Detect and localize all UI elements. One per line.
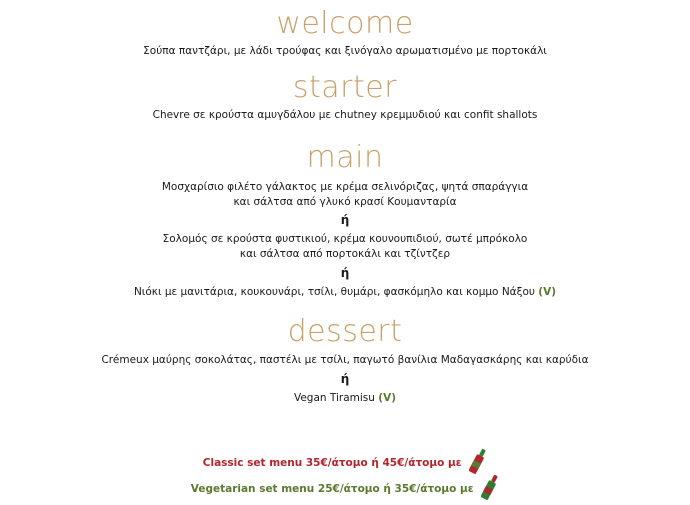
vegetarian-set-price-text: Vegetarian set menu 25€/άτομο ή 35€/άτομο με xyxy=(190,483,474,495)
dessert-option-2 xyxy=(0,391,690,405)
main-option-3 xyxy=(0,285,690,299)
main-option-1-line-1: Μοσχαρίσιο φιλέτο γάλακτος με κρέμα σελινόριζας, ψητά σπαράγγια xyxy=(161,181,529,193)
dessert-heading: dessert xyxy=(287,314,403,349)
vegetarian-tag: (V) xyxy=(538,286,557,298)
main-option-2-line-1: Σολομός σε κρούστα φυστικιού, κρέμα κουνουπιδιού, σωτέ μπρόκολο xyxy=(162,233,528,245)
dessert-or: ή xyxy=(340,372,350,386)
vegetarian-set-price xyxy=(0,473,690,505)
welcome-dish: Σούπα παντζάρι, με λάδι τρούφας και ξινόγαλο αρωματισμένο με πορτοκάλι xyxy=(143,45,547,57)
dessert-option-1: Crémeux μαύρης σοκολάτας, παστέλι με τσίλι, παγωτό βανίλια Μαδαγασκάρης και καρύδια xyxy=(101,354,589,366)
main-heading: main xyxy=(306,140,384,175)
dessert-option-2-text: Vegan Tiramisu xyxy=(293,392,375,404)
welcome-heading: welcome xyxy=(276,6,414,41)
main-or-2: ή xyxy=(340,266,350,280)
vegetarian-tag: (V) xyxy=(378,392,397,404)
main-option-1-line-2: και σάλτσα από γλυκό κρασί Κουμανταρία xyxy=(233,196,457,208)
classic-set-price-text: Classic set menu 35€/άτομο ή 45€/άτομο με xyxy=(202,457,462,469)
main-option-2-line-2: και σάλτσα από πορτοκάλι και τζίντζερ xyxy=(239,248,451,260)
starter-dish: Chevre σε κρούστα αμυγδάλου με chutney κρεμμυδιού και confit shallots xyxy=(152,109,538,121)
main-option-3-text: Νιόκι με μανιτάρια, κουκουνάρι, τσίλι, θυμάρι, φασκόμηλο και κομμο Νάξου xyxy=(133,286,535,298)
wine-bottle-icon xyxy=(481,473,499,505)
main-or-1: ή xyxy=(340,213,350,227)
starter-heading: starter xyxy=(292,70,398,105)
